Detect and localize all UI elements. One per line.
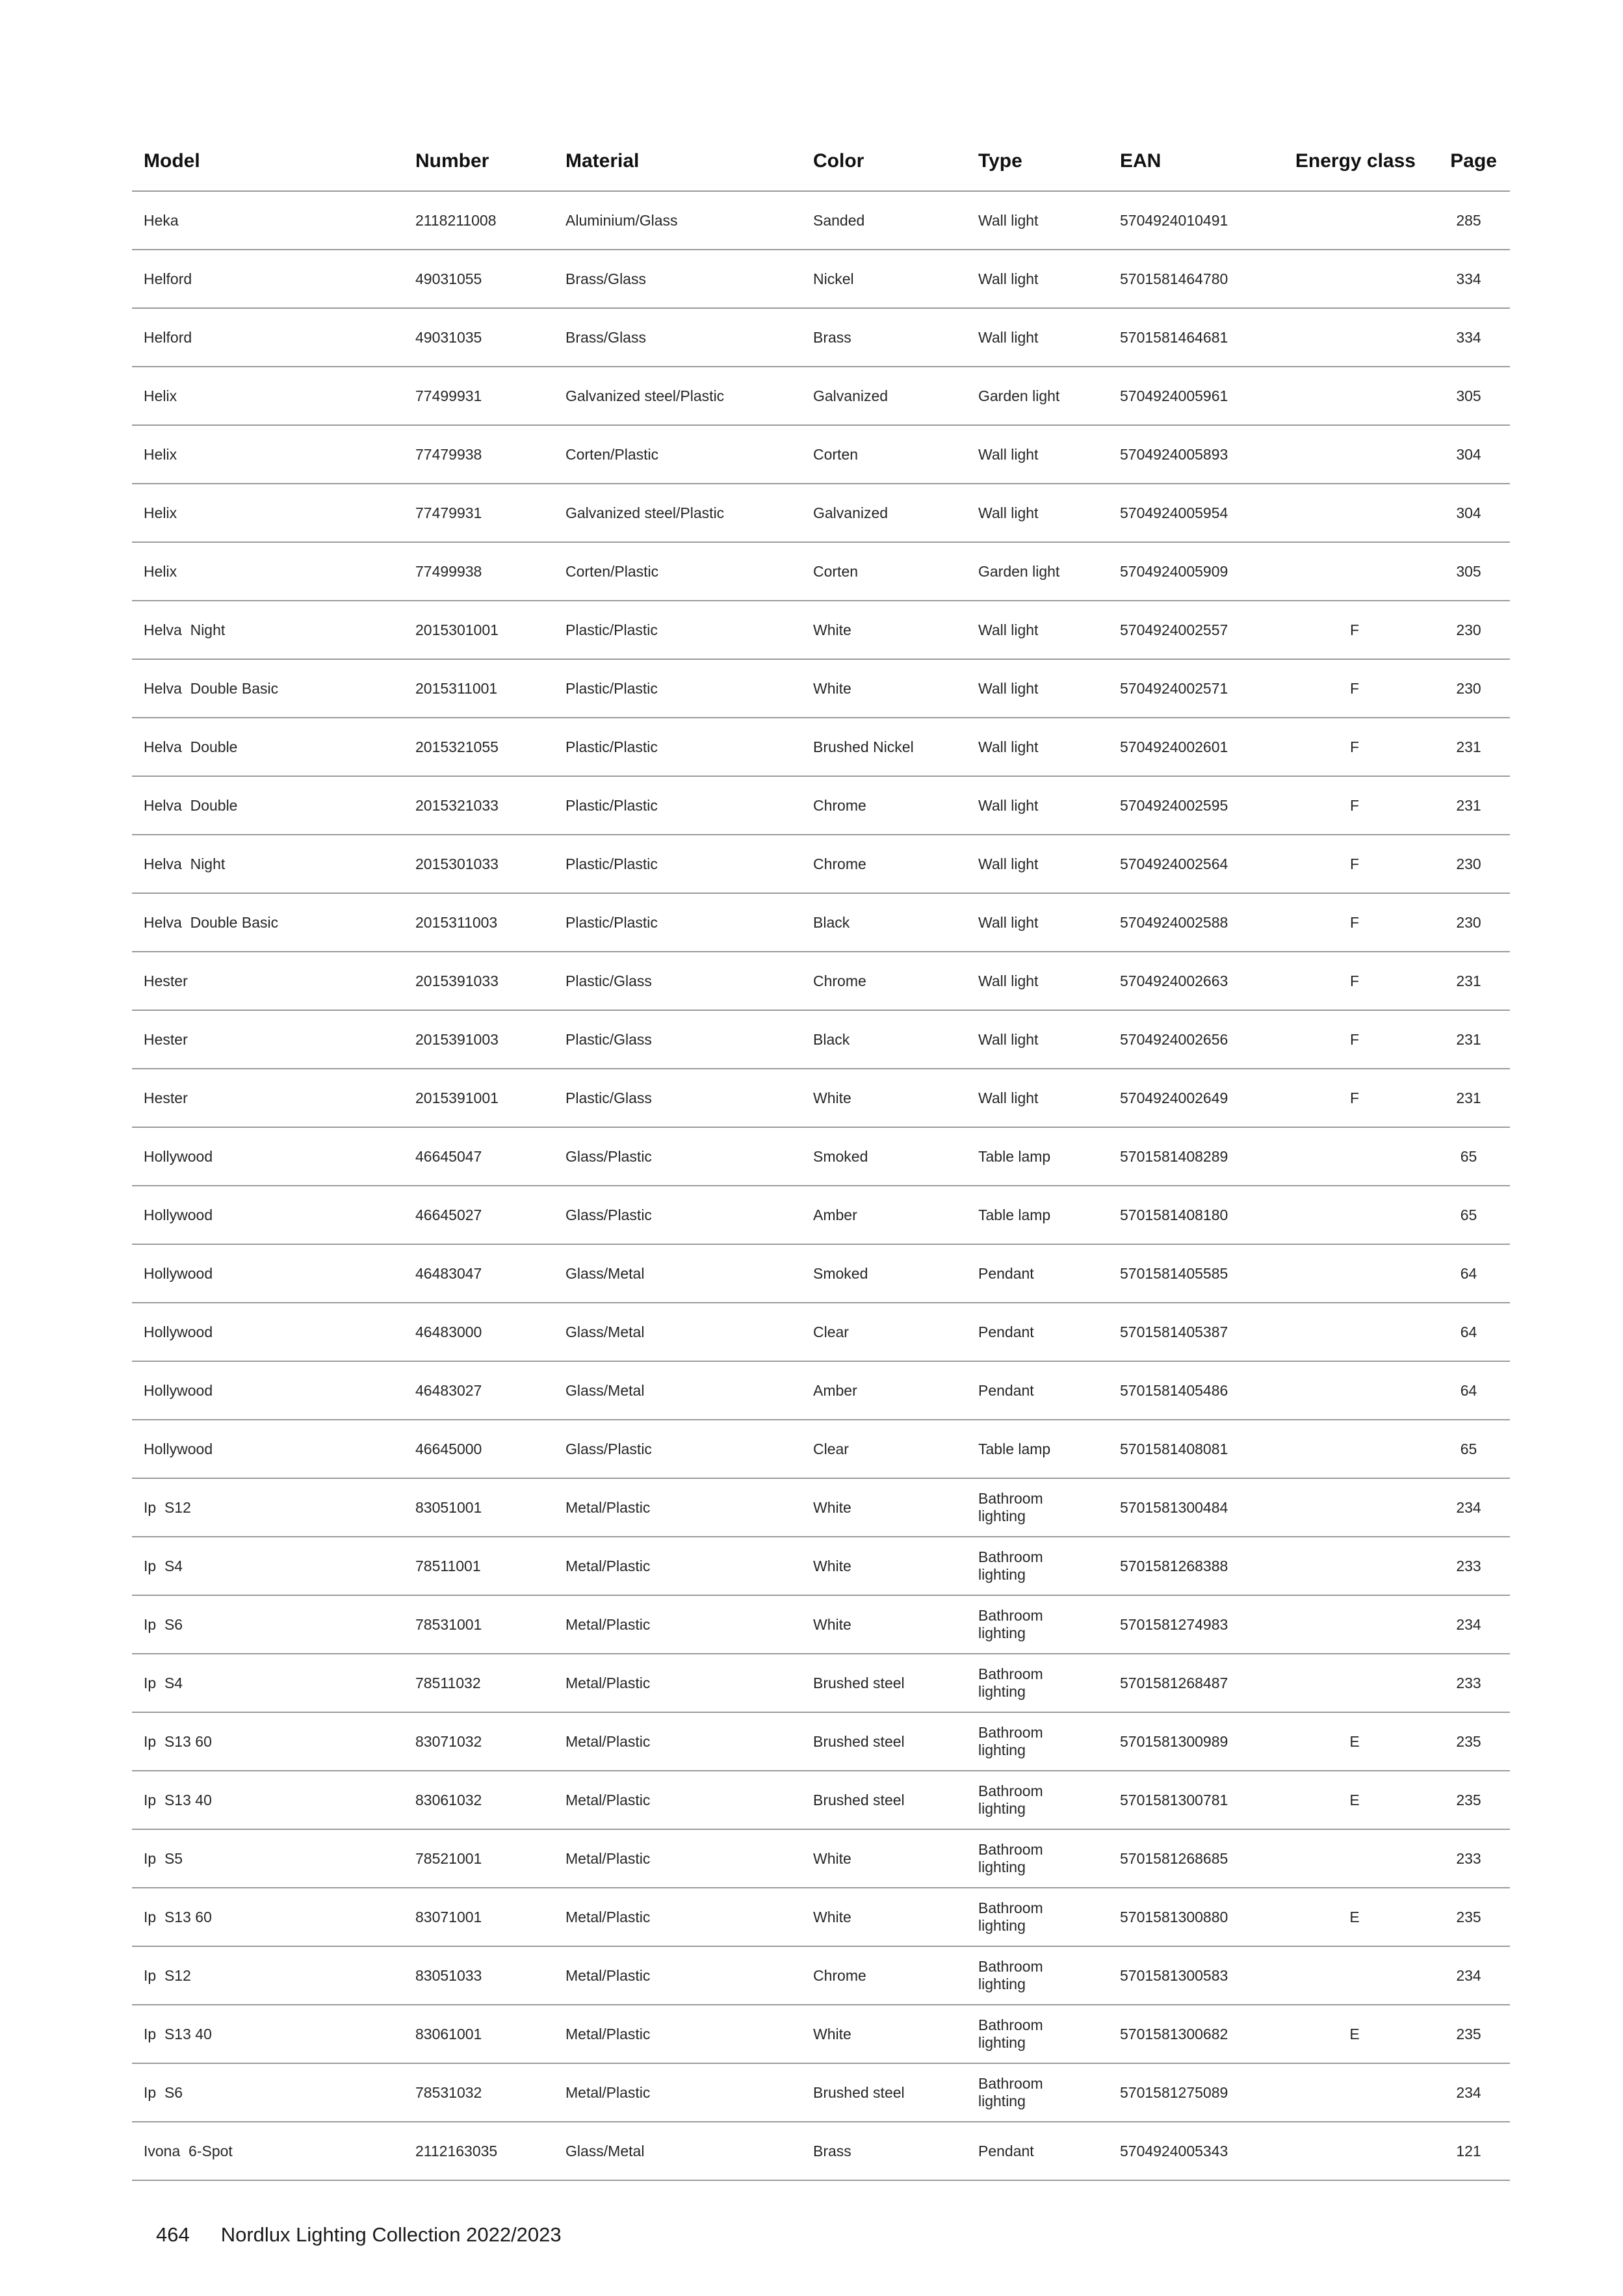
table-row [132, 309, 1510, 367]
table-row [132, 1947, 1510, 2005]
table-row [132, 1654, 1510, 1713]
cell-material: Corten/Plastic [565, 445, 659, 463]
cell-type: Wall light [978, 738, 1039, 755]
table-row [132, 718, 1510, 777]
cell-color: Brushed steel [813, 1791, 905, 1808]
table-row [132, 1830, 1510, 1888]
cell-color: White [813, 1557, 851, 1574]
cell-type: Bathroom lighting [978, 2016, 1043, 2051]
cell-model: Ip S6 [144, 2083, 183, 2101]
cell-model: Helva Double Basic [144, 913, 279, 931]
cell-number: 2015311003 [415, 913, 498, 931]
header-number: Number [415, 150, 489, 172]
cell-type: Wall light [978, 1030, 1039, 1048]
cell-model: Ip S13 60 [144, 1908, 212, 1925]
cell-ean: 5701581405585 [1120, 1264, 1228, 1282]
cell-ean: 5704924010491 [1120, 211, 1228, 229]
cell-model: Hollywood [144, 1264, 213, 1282]
cell-type: Pendant [978, 1381, 1034, 1399]
cell-type: Wall light [978, 1089, 1039, 1106]
cell-page: 121 [1456, 2142, 1481, 2159]
table-header [132, 132, 1510, 192]
cell-type: Bathroom lighting [978, 1724, 1043, 1758]
cell-model: Hollywood [144, 1323, 213, 1340]
cell-material: Metal/Plastic [565, 1908, 651, 1925]
footer-page-number: 464 [156, 2223, 190, 2246]
cell-type: Wall light [978, 621, 1039, 638]
cell-model: Helix [144, 504, 177, 521]
page-footer [156, 2223, 562, 2247]
cell-model: Ip S13 60 [144, 1732, 212, 1750]
cell-page: 234 [1456, 2083, 1481, 2101]
cell-model: Ip S13 40 [144, 2025, 212, 2042]
cell-number: 2015391033 [415, 972, 499, 989]
cell-material: Glass/Plastic [565, 1206, 652, 1223]
cell-page: 64 [1460, 1264, 1477, 1282]
table-row [132, 192, 1510, 250]
cell-model: Helva Double Basic [144, 679, 279, 697]
cell-number: 46645047 [415, 1147, 482, 1165]
cell-number: 77479938 [415, 445, 482, 463]
cell-model: Ivona 6-Spot [144, 2142, 233, 2159]
cell-model: Helix [144, 562, 177, 580]
cell-page: 65 [1460, 1440, 1477, 1457]
cell-model: Ip S13 40 [144, 1791, 212, 1808]
cell-color: Galvanized [813, 504, 889, 521]
cell-material: Plastic/Glass [565, 972, 652, 989]
cell-number: 46483027 [415, 1381, 482, 1399]
cell-color: Brass [813, 328, 851, 346]
cell-ean: 5701581274983 [1120, 1615, 1228, 1633]
cell-type: Wall light [978, 796, 1039, 814]
cell-ean: 5701581464780 [1120, 270, 1228, 287]
cell-color: White [813, 679, 851, 697]
cell-number: 2015301001 [415, 621, 499, 638]
table-row [132, 367, 1510, 426]
cell-material: Plastic/Plastic [565, 621, 658, 638]
cell-model: Hester [144, 1030, 188, 1048]
cell-page: 230 [1456, 913, 1481, 931]
table-row [132, 1069, 1510, 1128]
table-row [132, 835, 1510, 894]
header-type: Type [978, 150, 1022, 172]
cell-ean: 5701581405387 [1120, 1323, 1228, 1340]
cell-color: Galvanized [813, 387, 889, 404]
table-body [132, 192, 1510, 2181]
cell-energy-class: E [1349, 1908, 1360, 1925]
cell-page: 233 [1456, 1557, 1481, 1574]
cell-ean: 5704924002601 [1120, 738, 1228, 755]
cell-type: Pendant [978, 1264, 1034, 1282]
cell-page: 231 [1456, 738, 1481, 755]
cell-energy-class: F [1349, 913, 1360, 931]
header-color: Color [813, 150, 864, 172]
cell-type: Wall light [978, 270, 1039, 287]
table-row [132, 601, 1510, 660]
cell-page: 233 [1456, 1674, 1481, 1691]
cell-model: Hester [144, 972, 188, 989]
cell-number: 2015301033 [415, 855, 499, 872]
cell-type: Bathroom lighting [978, 1841, 1043, 1875]
cell-ean: 5701581405486 [1120, 1381, 1228, 1399]
cell-model: Helva Night [144, 855, 226, 872]
cell-color: Brushed steel [813, 1732, 905, 1750]
cell-energy-class: E [1349, 1732, 1360, 1750]
cell-ean: 5704924005343 [1120, 2142, 1228, 2159]
cell-number: 77499931 [415, 387, 482, 404]
cell-color: Black [813, 1030, 850, 1048]
cell-type: Bathroom lighting [978, 1782, 1043, 1817]
cell-model: Ip S12 [144, 1498, 191, 1516]
cell-page: 235 [1456, 1732, 1481, 1750]
footer-title: Nordlux Lighting Collection 2022/2023 [220, 2223, 562, 2246]
cell-model: Hester [144, 1089, 188, 1106]
cell-model: Helva Double [144, 738, 238, 755]
cell-type: Garden light [978, 562, 1060, 580]
cell-model: Helix [144, 387, 177, 404]
cell-color: White [813, 2025, 851, 2042]
cell-energy-class: E [1349, 2025, 1360, 2042]
cell-color: Smoked [813, 1264, 868, 1282]
cell-page: 334 [1456, 328, 1481, 346]
cell-material: Plastic/Glass [565, 1089, 652, 1106]
cell-color: Sanded [813, 211, 865, 229]
table-row [132, 660, 1510, 718]
cell-number: 83061001 [415, 2025, 482, 2042]
header-ean: EAN [1120, 150, 1162, 172]
cell-page: 234 [1456, 1966, 1481, 1984]
cell-type: Pendant [978, 2142, 1034, 2159]
cell-type: Bathroom lighting [978, 1958, 1043, 1992]
cell-ean: 5704924002571 [1120, 679, 1228, 697]
table-row [132, 1888, 1510, 1947]
cell-page: 231 [1456, 796, 1481, 814]
cell-color: Brushed steel [813, 2083, 905, 2101]
cell-ean: 5701581408081 [1120, 1440, 1228, 1457]
cell-material: Glass/Metal [565, 1264, 645, 1282]
cell-ean: 5704924002663 [1120, 972, 1228, 989]
cell-type: Wall light [978, 855, 1039, 872]
cell-type: Wall light [978, 679, 1039, 697]
cell-color: Brushed Nickel [813, 738, 914, 755]
cell-energy-class: F [1349, 1030, 1360, 1048]
cell-material: Plastic/Plastic [565, 679, 658, 697]
cell-page: 334 [1456, 270, 1481, 287]
table-row [132, 1771, 1510, 1830]
cell-material: Plastic/Plastic [565, 796, 658, 814]
cell-color: White [813, 1498, 851, 1516]
cell-page: 235 [1456, 1791, 1481, 1808]
cell-page: 230 [1456, 621, 1481, 638]
cell-ean: 5701581300484 [1120, 1498, 1228, 1516]
table-row [132, 894, 1510, 952]
cell-type: Wall light [978, 972, 1039, 989]
cell-material: Metal/Plastic [565, 1791, 651, 1808]
cell-page: 65 [1460, 1147, 1477, 1165]
cell-number: 83071001 [415, 1908, 482, 1925]
cell-material: Glass/Metal [565, 1323, 645, 1340]
cell-material: Metal/Plastic [565, 2083, 651, 2101]
cell-number: 83051001 [415, 1498, 482, 1516]
cell-number: 2118211008 [415, 211, 497, 229]
table-row [132, 2005, 1510, 2064]
cell-ean: 5701581300989 [1120, 1732, 1228, 1750]
cell-type: Wall light [978, 211, 1039, 229]
cell-ean: 5701581268487 [1120, 1674, 1228, 1691]
product-table [132, 132, 1510, 2181]
cell-color: Brass [813, 2142, 851, 2159]
cell-number: 78511001 [415, 1557, 481, 1574]
cell-material: Metal/Plastic [565, 1557, 651, 1574]
cell-ean: 5704924002588 [1120, 913, 1228, 931]
cell-model: Ip S4 [144, 1674, 183, 1691]
table-row [132, 1420, 1510, 1479]
cell-page: 285 [1456, 211, 1481, 229]
table-row [132, 1713, 1510, 1771]
cell-ean: 5704924002649 [1120, 1089, 1228, 1106]
cell-energy-class: F [1349, 621, 1360, 638]
cell-energy-class: F [1349, 738, 1360, 755]
cell-model: Hollywood [144, 1206, 213, 1223]
table-row [132, 1128, 1510, 1186]
cell-model: Ip S5 [144, 1849, 183, 1867]
cell-model: Ip S6 [144, 1615, 183, 1633]
cell-model: Helix [144, 445, 177, 463]
cell-page: 231 [1456, 972, 1481, 989]
cell-model: Ip S12 [144, 1966, 191, 1984]
cell-ean: 5701581464681 [1120, 328, 1228, 346]
cell-number: 77479931 [415, 504, 482, 521]
cell-number: 46483047 [415, 1264, 482, 1282]
cell-color: Nickel [813, 270, 854, 287]
header-energy-class: Energy class [1295, 150, 1416, 172]
cell-material: Metal/Plastic [565, 1615, 651, 1633]
cell-ean: 5704924002595 [1120, 796, 1228, 814]
cell-material: Metal/Plastic [565, 1498, 651, 1516]
cell-type: Table lamp [978, 1440, 1051, 1457]
cell-color: White [813, 1908, 851, 1925]
cell-energy-class: F [1349, 1089, 1360, 1106]
cell-model: Heka [144, 211, 179, 229]
cell-color: White [813, 1089, 851, 1106]
cell-number: 2015391001 [415, 1089, 499, 1106]
cell-ean: 5701581300682 [1120, 2025, 1228, 2042]
cell-number: 2015321033 [415, 796, 499, 814]
cell-number: 78531032 [415, 2083, 482, 2101]
cell-ean: 5701581408180 [1120, 1206, 1228, 1223]
cell-model: Hollywood [144, 1147, 213, 1165]
cell-type: Wall light [978, 328, 1039, 346]
cell-model: Helva Night [144, 621, 226, 638]
cell-model: Helva Double [144, 796, 238, 814]
cell-number: 2112163035 [415, 2142, 498, 2159]
cell-number: 2015391003 [415, 1030, 499, 1048]
table-row [132, 1537, 1510, 1596]
cell-number: 46483000 [415, 1323, 482, 1340]
cell-page: 231 [1456, 1030, 1481, 1048]
cell-model: Hollywood [144, 1381, 213, 1399]
cell-material: Glass/Metal [565, 1381, 645, 1399]
cell-number: 2015311001 [415, 679, 498, 697]
cell-type: Table lamp [978, 1206, 1051, 1223]
cell-color: Chrome [813, 855, 866, 872]
cell-page: 234 [1456, 1615, 1481, 1633]
cell-material: Glass/Plastic [565, 1147, 652, 1165]
cell-ean: 5704924005893 [1120, 445, 1228, 463]
cell-ean: 5701581408289 [1120, 1147, 1228, 1165]
cell-ean: 5701581268685 [1120, 1849, 1228, 1867]
cell-type: Bathroom lighting [978, 1490, 1043, 1524]
cell-color: Corten [813, 445, 859, 463]
cell-energy-class: F [1349, 972, 1360, 989]
cell-page: 304 [1456, 504, 1481, 521]
cell-material: Plastic/Glass [565, 1030, 652, 1048]
cell-ean: 5704924005909 [1120, 562, 1228, 580]
cell-material: Plastic/Plastic [565, 855, 658, 872]
table-row [132, 1479, 1510, 1537]
cell-number: 49031055 [415, 270, 482, 287]
table-row [132, 1186, 1510, 1245]
cell-type: Wall light [978, 445, 1039, 463]
cell-page: 230 [1456, 855, 1481, 872]
cell-color: White [813, 1615, 851, 1633]
cell-energy-class: E [1349, 1791, 1360, 1808]
cell-color: Clear [813, 1323, 849, 1340]
cell-ean: 5701581300583 [1120, 1966, 1228, 1984]
cell-material: Plastic/Plastic [565, 738, 658, 755]
cell-color: Amber [813, 1206, 857, 1223]
header-material: Material [565, 150, 640, 172]
cell-page: 233 [1456, 1849, 1481, 1867]
cell-page: 304 [1456, 445, 1481, 463]
cell-number: 83061032 [415, 1791, 482, 1808]
cell-type: Wall light [978, 913, 1039, 931]
header-model: Model [144, 150, 200, 172]
cell-color: Clear [813, 1440, 849, 1457]
cell-model: Ip S4 [144, 1557, 183, 1574]
cell-color: White [813, 1849, 851, 1867]
cell-material: Metal/Plastic [565, 1732, 651, 1750]
cell-type: Wall light [978, 504, 1039, 521]
cell-number: 83051033 [415, 1966, 482, 1984]
cell-color: Brushed steel [813, 1674, 905, 1691]
cell-number: 49031035 [415, 328, 482, 346]
cell-material: Glass/Metal [565, 2142, 645, 2159]
cell-ean: 5704924005954 [1120, 504, 1228, 521]
cell-type: Pendant [978, 1323, 1034, 1340]
cell-color: Amber [813, 1381, 857, 1399]
cell-material: Brass/Glass [565, 270, 646, 287]
cell-material: Brass/Glass [565, 328, 646, 346]
cell-material: Metal/Plastic [565, 1674, 651, 1691]
cell-material: Aluminium/Glass [565, 211, 678, 229]
cell-page: 64 [1460, 1381, 1477, 1399]
cell-number: 46645000 [415, 1440, 482, 1457]
table-row [132, 1303, 1510, 1362]
cell-type: Bathroom lighting [978, 1899, 1043, 1934]
cell-energy-class: F [1349, 855, 1360, 872]
cell-energy-class: F [1349, 679, 1360, 697]
table-row [132, 1596, 1510, 1654]
table-row [132, 543, 1510, 601]
cell-type: Bathroom lighting [978, 2075, 1043, 2109]
cell-page: 65 [1460, 1206, 1477, 1223]
cell-ean: 5704924002564 [1120, 855, 1228, 872]
cell-material: Metal/Plastic [565, 2025, 651, 2042]
cell-color: Smoked [813, 1147, 868, 1165]
cell-number: 78531001 [415, 1615, 482, 1633]
cell-page: 230 [1456, 679, 1481, 697]
cell-color: White [813, 621, 851, 638]
cell-model: Hollywood [144, 1440, 213, 1457]
cell-color: Black [813, 913, 850, 931]
cell-material: Glass/Plastic [565, 1440, 652, 1457]
cell-page: 305 [1456, 562, 1481, 580]
cell-material: Galvanized steel/Plastic [565, 387, 725, 404]
cell-ean: 5701581300880 [1120, 1908, 1228, 1925]
header-page: Page [1450, 150, 1497, 172]
cell-ean: 5701581268388 [1120, 1557, 1228, 1574]
cell-material: Corten/Plastic [565, 562, 659, 580]
cell-number: 83071032 [415, 1732, 482, 1750]
cell-material: Metal/Plastic [565, 1966, 651, 1984]
cell-ean: 5701581275089 [1120, 2083, 1228, 2101]
cell-model: Helford [144, 270, 192, 287]
table-row [132, 1011, 1510, 1069]
cell-type: Table lamp [978, 1147, 1051, 1165]
table-row [132, 250, 1510, 309]
cell-material: Metal/Plastic [565, 1849, 651, 1867]
cell-number: 2015321055 [415, 738, 499, 755]
cell-material: Galvanized steel/Plastic [565, 504, 725, 521]
cell-page: 231 [1456, 1089, 1481, 1106]
cell-number: 77499938 [415, 562, 482, 580]
cell-material: Plastic/Plastic [565, 913, 658, 931]
cell-page: 234 [1456, 1498, 1481, 1516]
cell-color: Chrome [813, 1966, 866, 1984]
cell-ean: 5704924002557 [1120, 621, 1228, 638]
table-row [132, 777, 1510, 835]
cell-page: 64 [1460, 1323, 1477, 1340]
cell-type: Bathroom lighting [978, 1548, 1043, 1583]
table-row [132, 484, 1510, 543]
cell-number: 78521001 [415, 1849, 482, 1867]
cell-number: 46645027 [415, 1206, 482, 1223]
table-row [132, 2064, 1510, 2122]
cell-page: 235 [1456, 2025, 1481, 2042]
cell-number: 78511032 [415, 1674, 481, 1691]
cell-ean: 5704924005961 [1120, 387, 1228, 404]
cell-ean: 5704924002656 [1120, 1030, 1228, 1048]
cell-color: Chrome [813, 972, 866, 989]
cell-ean: 5701581300781 [1120, 1791, 1228, 1808]
table-row [132, 1245, 1510, 1303]
table-row [132, 952, 1510, 1011]
cell-color: Corten [813, 562, 859, 580]
cell-page: 235 [1456, 1908, 1481, 1925]
table-row [132, 1362, 1510, 1420]
cell-page: 305 [1456, 387, 1481, 404]
cell-model: Helford [144, 328, 192, 346]
cell-color: Chrome [813, 796, 866, 814]
cell-type: Bathroom lighting [978, 1607, 1043, 1641]
cell-energy-class: F [1349, 796, 1360, 814]
table-row [132, 2122, 1510, 2181]
cell-type: Bathroom lighting [978, 1665, 1043, 1700]
cell-type: Garden light [978, 387, 1060, 404]
table-row [132, 426, 1510, 484]
